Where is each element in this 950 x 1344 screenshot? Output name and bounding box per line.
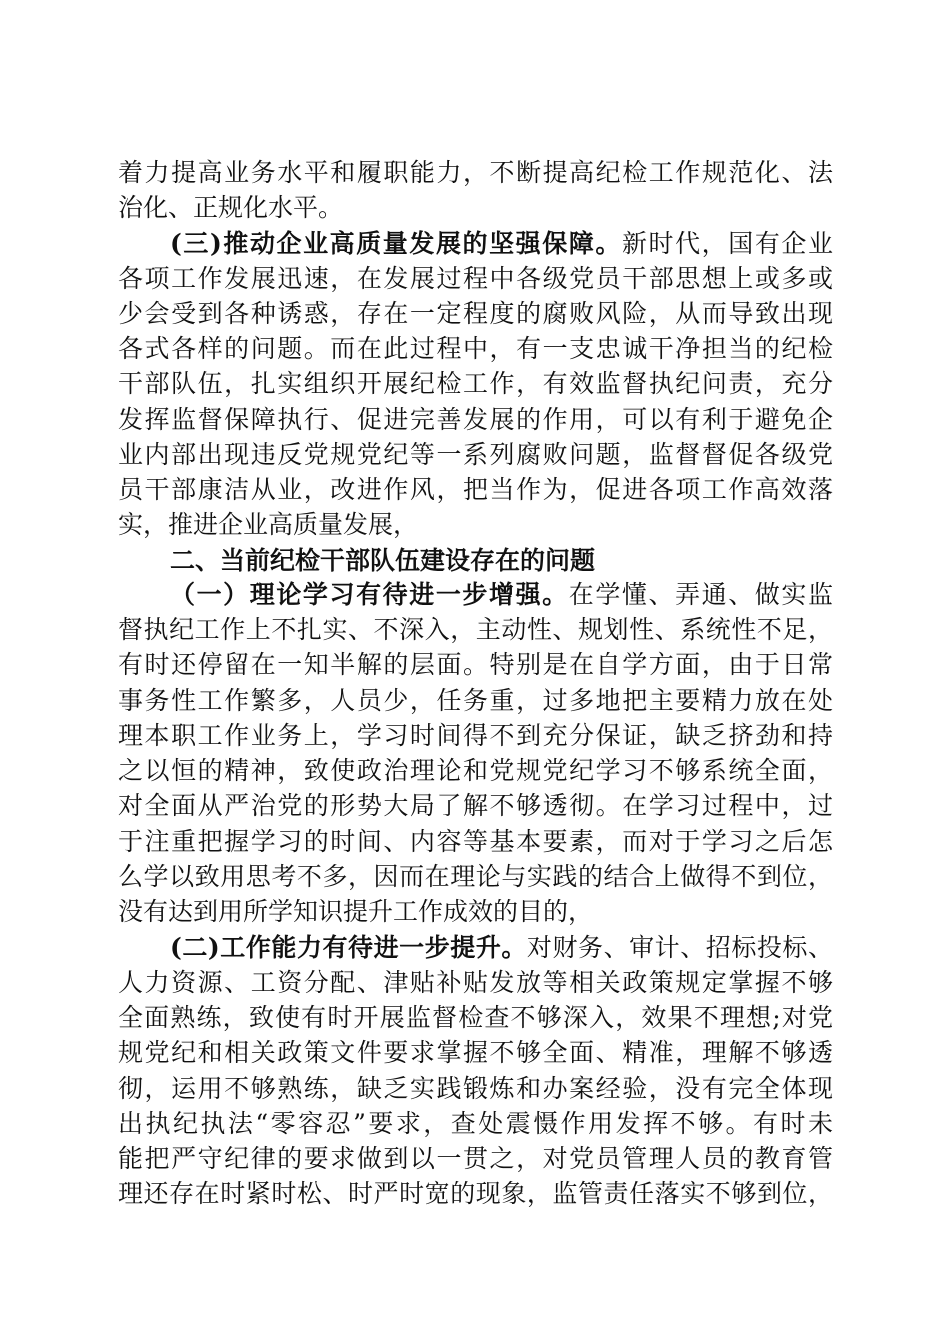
body-text: 对财务、审计、招标投标、	[526, 933, 833, 962]
body-line: 么学以致用思考不多，因而在理论与实践的结合上做得不到位，	[118, 862, 833, 891]
subheading-paragraph-3	[170, 224, 833, 264]
subheading-1: （一）理论学习有待进一步增强。	[170, 580, 569, 609]
body-line: 之以恒的精神，致使政治理论和党规党纪学习不够系统全面，	[118, 756, 833, 785]
body-line: 有时还停留在一知半解的层面。特别是在自学方面，由于日常	[118, 650, 833, 679]
body-line: 干部队伍，扎实组织开展纪检工作，有效监督执纪问责，充分	[118, 369, 833, 398]
subheading-paragraph-1	[170, 575, 833, 615]
body-line: 人力资源、工资分配、津贴补贴发放等相关政策规定掌握不够	[118, 968, 833, 997]
body-text: 新时代，国有企业	[621, 229, 833, 258]
body-line: 实，推进企业高质量发展，	[118, 510, 419, 539]
body-line: 事务性工作繁多，人员少，任务重，过多地把主要精力放在处	[118, 686, 833, 715]
body-line: 着力提高业务水平和履职能力，不断提高纪检工作规范化、法	[118, 158, 833, 187]
body-line: 员干部康洁从业，改进作风，把当作为，促进各项工作高效落	[118, 475, 833, 504]
body-line: 全面熟练，致使有时开展监督检查不够深入，效果不理想;对党	[118, 1003, 833, 1032]
body-line: 各项工作发展迅速，在发展过程中各级党员干部思想上或多或	[118, 264, 833, 293]
body-line: 于注重把握学习的时间、内容等基本要素，而对于学习之后怎	[118, 827, 833, 856]
body-line: 能把严守纪律的要求做到以一贯之，对党员管理人员的教育管	[118, 1144, 833, 1173]
body-line: 没有达到用所学知识提升工作成效的目的，	[118, 897, 594, 926]
body-line: 对全面从严治党的形势大局了解不够透彻。在学习过程中，过	[118, 791, 833, 820]
body-line: 理本职工作业务上，学习时间得不到充分保证，缺乏挤劲和持	[118, 721, 833, 750]
subheading-2: (二)工作能力有待进一步提升。	[170, 933, 527, 962]
body-line: 出执纪执法“零容忍”要求，查处震慑作用发挥不够。有时未	[118, 1109, 833, 1138]
subheading-paragraph-2	[170, 928, 833, 968]
subheading-3: (三)推动企业高质量发展的坚强保障。	[170, 229, 622, 258]
body-line: 彻，运用不够熟练，缺乏实践锻炼和办案经验，没有完全体现	[118, 1074, 833, 1103]
body-line: 发挥监督保障执行、促进完善发展的作用，可以有利于避免企	[118, 405, 833, 434]
section-heading-2: 二、当前纪检干部队伍建设存在的问题	[170, 546, 596, 575]
body-line: 各式各样的问题。而在此过程中，有一支忠诚干净担当的纪检	[118, 334, 833, 363]
body-line: 业内部出现违反党规党纪等一系列腐败问题，监督督促各级党	[118, 440, 833, 469]
body-line: 督执纪工作上不扎实、不深入，主动性、规划性、系统性不足，	[118, 615, 833, 644]
body-line: 治化、正规化水平。	[118, 193, 344, 222]
body-line: 理还存在时紧时松、时严时宽的现象，监管责任落实不够到位，	[118, 1179, 833, 1208]
body-text: 在学懂、弄通、做实监	[568, 580, 833, 609]
body-line: 少会受到各种诱惑，存在一定程度的腐败风险，从而导致出现	[118, 299, 833, 328]
body-line: 规党纪和相关政策文件要求掌握不够全面、精准，理解不够透	[118, 1038, 833, 1067]
